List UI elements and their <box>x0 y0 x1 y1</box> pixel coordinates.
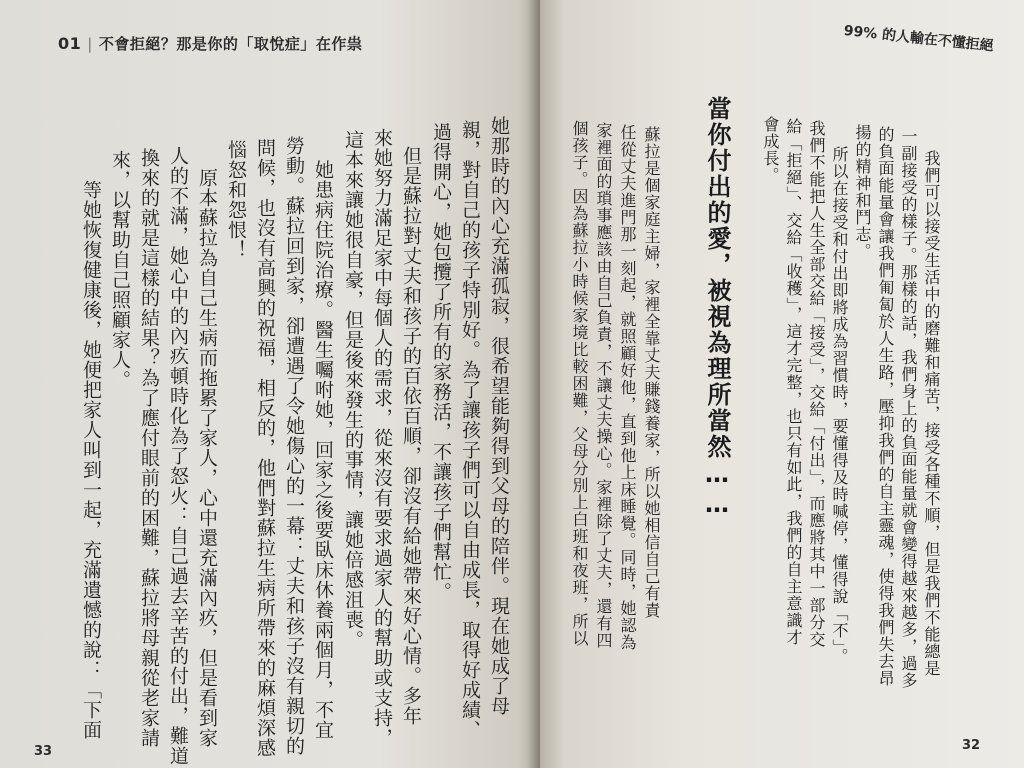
right-intro-column: 揚的精神和鬥志。 <box>853 124 872 260</box>
right-intro-column: 我們可以接受生活中的磨難和痛苦，接受各種不順，但是我們不能總是 <box>922 150 941 677</box>
page-number-left: 33 <box>34 744 53 759</box>
left-text-column: 人的不滿，她心中的內疚頓時化為了怒火：自己過去辛苦的付出，難道 <box>167 146 189 766</box>
left-text-column: 來，以幫助自己照顧家人。 <box>109 150 131 390</box>
right-intro-column: 一副接受的樣子。那樣的話，我們身上的負面能量就會變得越來越多，過多 <box>899 128 918 689</box>
left-text-column: 原本蘇拉為自己生病而拖累了家人，心中還充滿內疚，但是看到家 <box>196 168 218 748</box>
left-text-column: 這本來讓她很自豪，但是後來發生的事情，讓她倍感沮喪。 <box>342 130 364 650</box>
chapter-header <box>58 33 362 54</box>
left-text-column: 她那時的內心充滿孤寂，很希望能夠得到父母的陪伴。現在她成了母 <box>488 116 510 716</box>
left-text-column: 過得開心，她包攬了所有的家務活，不讓孩子們幫忙。 <box>430 122 452 602</box>
section-heading: 當你付出的愛，被視為理所當然…… <box>703 96 731 520</box>
header-separator: | <box>87 35 93 53</box>
left-text-column: 問候，也沒有高興的祝福，相反的，他們對蘇拉生病所帶來的麻煩深感 <box>254 138 276 758</box>
right-story-column: 蘇拉是個家庭主婦，家裡全靠丈夫賺錢養家，所以她相信自己有責 <box>642 126 661 619</box>
running-head: 99% 的人輸在不懂拒絕 <box>843 22 995 55</box>
left-text-column: 她患病住院治療。醫生囑咐她，回家之後要臥床休養兩個月，不宜 <box>312 160 334 740</box>
right-intro-column: 的負面能量會讓我們匍匐於人生路，壓抑我們的自主靈魂，使得我們失去昂 <box>876 126 895 687</box>
right-intro-column: 給「拒絕」、交給「收穫」，這才完整，也只有如此，我們的自主意識才 <box>784 118 803 646</box>
left-text-column: 等她恢復健康後，她便把家人叫到一起，充滿遺憾的說：「下面 <box>80 180 102 740</box>
left-text-column: 勞動。蘇拉回到家，卻遭遇了令她傷心的一幕：丈夫和孩子沒有親切的 <box>283 136 305 756</box>
left-text-column: 但是蘇拉對丈夫和孩子的百依百順，卻沒有給她帶來好心情。多年 <box>400 146 422 726</box>
page-number-right: 32 <box>962 738 981 753</box>
right-story-column: 任從丈夫進門那一刻起，就照顧好他，直到他上床睡覺。同時，她認為 <box>618 124 637 651</box>
left-text-column: 來她努力滿足家中每個人的需求，從來沒有要求過家人的幫助或支持， <box>371 128 393 748</box>
left-text-column: 親，對自己的孩子特別好。為了讓孩子們可以自由成長，取得好成績、 <box>459 120 481 740</box>
right-intro-column: 會成長。 <box>761 116 780 184</box>
right-intro-column: 我們不能把人生全部交給「接受」，交給「付出」，而應將其中一部分交 <box>807 120 826 648</box>
chapter-title: 不會拒絕？那是你的「取悅症」在作祟 <box>98 35 363 53</box>
chapter-number: 01 <box>58 34 82 53</box>
right-story-column: 個孩子。因為蘇拉小時候家境比較困難，父母分別上白班和夜班，所以 <box>570 120 589 647</box>
right-story-column: 家裡面的瑣事應該由自己負責，不讓丈夫操心。家裡除了丈夫，還有四 <box>594 122 613 649</box>
left-text-column: 惱怒和怨恨！ <box>225 140 247 260</box>
right-intro-column: 所以在接受和付出即將成為習慣時，要懂得及時喊停，懂得說「不」。 <box>830 146 849 665</box>
left-text-column: 換來的就是這樣的結果？為了應付眼前的困難，蘇拉將母親從老家請 <box>138 148 160 748</box>
